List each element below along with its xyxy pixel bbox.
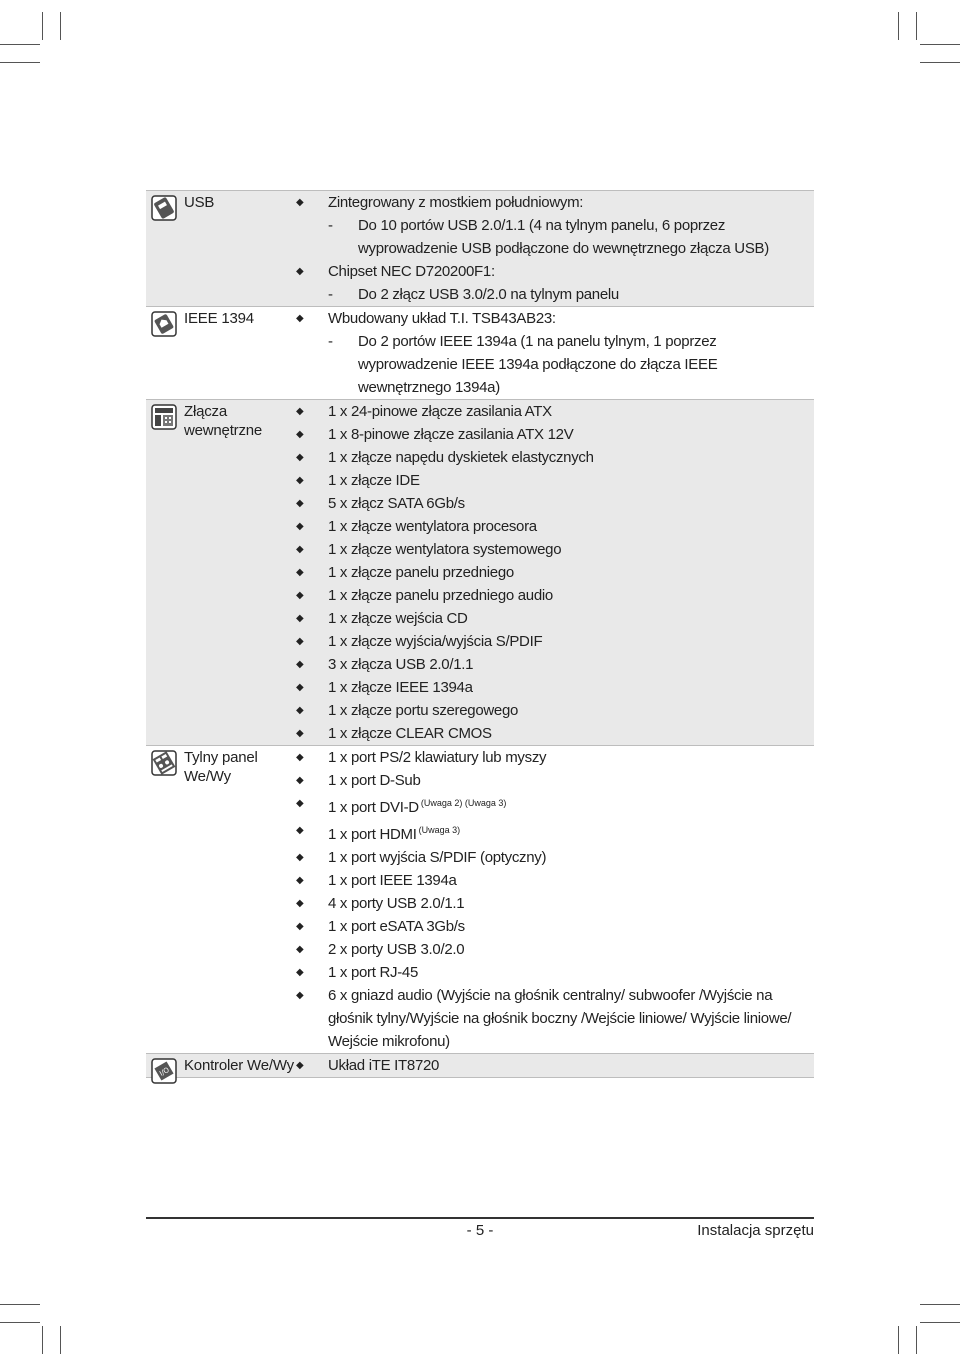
crop-mark (0, 1322, 40, 1323)
crop-mark (0, 1304, 40, 1305)
item-text: 1 x port HDMI (328, 826, 417, 843)
page-number: - 5 - (466, 1222, 494, 1239)
item-text: 1 x 24-pinowe złącze zasilania ATX (328, 403, 552, 420)
item-text: 1 x 8-pinowe złącze zasilania ATX 12V (328, 426, 574, 443)
item-text-wrap (328, 423, 814, 446)
item-text-wrap (328, 446, 814, 469)
spec-item (288, 584, 814, 607)
bullet-icon: ◆ (296, 775, 304, 786)
spec-item (288, 260, 814, 306)
crop-mark (0, 44, 40, 45)
item-text-wrap (328, 984, 814, 1053)
footer-rule (146, 1217, 814, 1219)
spec-item (288, 938, 814, 961)
spec-item (288, 1054, 814, 1077)
bullet-icon: ◆ (296, 313, 304, 324)
row-label: Tylny panel We/Wy (184, 749, 258, 785)
item-text: 1 x złącze panelu przedniego audio (328, 587, 553, 604)
item-text: 3 x złącza USB 2.0/1.1 (328, 656, 474, 673)
crop-mark (60, 12, 61, 40)
item-text-wrap (328, 260, 814, 283)
sub-item-text: Do 2 złącz USB 3.0/2.0 na tylnym panelu (358, 286, 619, 303)
item-text: 1 x port eSATA 3Gb/s (328, 918, 465, 935)
spec-item (288, 722, 814, 745)
spec-item (288, 676, 814, 699)
ieee1394-icon (150, 310, 178, 338)
item-text-wrap (328, 584, 814, 607)
bullet-icon: ◆ (296, 521, 304, 532)
item-text: 1 x złącze wentylatora systemowego (328, 541, 562, 558)
item-text: 1 x port D-Sub (328, 772, 421, 789)
io-controller-icon (150, 1057, 178, 1085)
spec-table (146, 190, 814, 1078)
spec-item (288, 469, 814, 492)
item-text-wrap (328, 191, 814, 214)
item-text-wrap (328, 869, 814, 892)
spec-items (288, 1054, 814, 1077)
rear-panel-icon (150, 749, 178, 777)
item-text-wrap (328, 722, 814, 745)
spec-item (288, 915, 814, 938)
bullet-icon: ◆ (296, 266, 304, 277)
row-label: Złącza wewnętrzne (184, 403, 263, 439)
item-text-wrap (328, 630, 814, 653)
item-text-wrap (328, 746, 814, 769)
bullet-icon: ◆ (296, 944, 304, 955)
section-name: Instalacja sprzętu (697, 1222, 814, 1239)
spec-item (288, 819, 814, 846)
item-text-wrap (328, 769, 814, 792)
bullet-icon: ◆ (296, 752, 304, 763)
bullet-icon: ◆ (296, 825, 304, 836)
spec-items (288, 307, 814, 399)
crop-mark (920, 62, 960, 63)
spec-row (146, 1054, 814, 1078)
item-text-wrap (328, 515, 814, 538)
item-text-wrap (328, 961, 814, 984)
spec-item (288, 630, 814, 653)
spec-item (288, 699, 814, 722)
spec-item (288, 191, 814, 260)
bullet-icon: ◆ (296, 498, 304, 509)
item-text: 1 x port IEEE 1394a (328, 872, 457, 889)
spec-item (288, 792, 814, 819)
dash-marker: - (328, 217, 333, 234)
item-text-wrap (328, 892, 814, 915)
bullet-icon: ◆ (296, 921, 304, 932)
svg-text:I/O: I/O (158, 1065, 171, 1078)
spec-item (288, 653, 814, 676)
sub-item-text: Do 10 portów USB 2.0/1.1 (4 na tylnym panelu, 6 poprzez wyprowadzenie USB podłączone do wewnętrznego złącza USB) (358, 217, 769, 257)
item-text-wrap (328, 469, 814, 492)
bullet-icon: ◆ (296, 659, 304, 670)
crop-mark (898, 12, 899, 40)
item-text-wrap (328, 819, 814, 846)
item-text-wrap (328, 699, 814, 722)
item-text: 6 x gniazd audio (Wyjście na głośnik centralny/ subwoofer /Wyjście na głośnik tylny/Wyjście na głośnik boczny /Wejście liniowe/ Wyjście liniowe/ Wejście mikrofonu) (328, 987, 792, 1050)
bullet-icon: ◆ (296, 452, 304, 463)
spec-item (288, 515, 814, 538)
item-text-wrap (328, 676, 814, 699)
bullet-icon: ◆ (296, 990, 304, 1001)
crop-mark (42, 12, 43, 40)
crop-mark (60, 1326, 61, 1354)
crop-mark (916, 1326, 917, 1354)
spec-item (288, 423, 814, 446)
spec-items (288, 191, 814, 306)
item-text: Układ iTE IT8720 (328, 1057, 440, 1074)
spec-item (288, 769, 814, 792)
crop-mark (898, 1326, 899, 1354)
row-label: Kontroler We/Wy (184, 1057, 294, 1074)
spec-row (146, 191, 814, 307)
item-text-wrap (328, 400, 814, 423)
item-text: 1 x złącze portu szeregowego (328, 702, 519, 719)
crop-mark (42, 1326, 43, 1354)
usb-icon (150, 194, 178, 222)
item-text: 1 x port RJ-45 (328, 964, 419, 981)
bullet-icon: ◆ (296, 798, 304, 809)
bullet-icon: ◆ (296, 705, 304, 716)
item-text-wrap (328, 1054, 814, 1077)
crop-mark (916, 12, 917, 40)
spec-row (146, 400, 814, 746)
bullet-icon: ◆ (296, 567, 304, 578)
bullet-icon: ◆ (296, 406, 304, 417)
item-text: 2 x porty USB 3.0/2.0 (328, 941, 465, 958)
spec-item (288, 869, 814, 892)
bullet-icon: ◆ (296, 728, 304, 739)
item-text: Zintegrowany z mostkiem południowym: (328, 194, 584, 211)
item-text: 1 x port wyjścia S/PDIF (optyczny) (328, 849, 547, 866)
internal-connectors-icon (150, 403, 178, 431)
item-text: 1 x złącze IDE (328, 472, 420, 489)
spec-item (288, 961, 814, 984)
spec-row (146, 307, 814, 400)
item-text: 1 x złącze panelu przedniego (328, 564, 514, 581)
spec-item (288, 561, 814, 584)
bullet-icon: ◆ (296, 898, 304, 909)
crop-mark (0, 62, 40, 63)
item-text-wrap (328, 492, 814, 515)
item-text: 1 x złącze wyjścia/wyjścia S/PDIF (328, 633, 543, 650)
dash-marker: - (328, 333, 333, 350)
sub-item-text: Do 2 portów IEEE 1394a (1 na panelu tylnym, 1 poprzez wyprowadzenie IEEE 1394a podłączone do złącza IEEE wewnętrznego 1394a) (358, 333, 718, 396)
bullet-icon: ◆ (296, 967, 304, 978)
item-text-wrap (328, 607, 814, 630)
spec-item (288, 892, 814, 915)
item-text: Wbudowany układ T.I. TSB43AB23: (328, 310, 556, 327)
item-text-wrap (328, 653, 814, 676)
spec-item (288, 984, 814, 1053)
item-text: 1 x złącze wentylatora procesora (328, 518, 537, 535)
item-text-wrap (328, 307, 814, 330)
item-text-wrap (328, 846, 814, 869)
spec-item (288, 746, 814, 769)
bullet-icon: ◆ (296, 875, 304, 886)
spec-item (288, 307, 814, 399)
item-text: 1 x port PS/2 klawiatury lub myszy (328, 749, 547, 766)
item-text: 1 x złącze CLEAR CMOS (328, 725, 492, 742)
item-text: 1 x złącze napędu dyskietek elastycznych (328, 449, 594, 466)
spec-item (288, 538, 814, 561)
bullet-icon: ◆ (296, 1060, 304, 1071)
item-text-wrap (328, 938, 814, 961)
spec-item (288, 492, 814, 515)
item-text-wrap (328, 538, 814, 561)
crop-mark (920, 1304, 960, 1305)
spec-item (288, 607, 814, 630)
row-label: USB (184, 194, 215, 211)
bullet-icon: ◆ (296, 197, 304, 208)
spec-items (288, 746, 814, 1053)
bullet-icon: ◆ (296, 636, 304, 647)
item-text: 5 x złącz SATA 6Gb/s (328, 495, 465, 512)
spec-item (288, 446, 814, 469)
bullet-icon: ◆ (296, 682, 304, 693)
item-text: 1 x złącze IEEE 1394a (328, 679, 473, 696)
bullet-icon: ◆ (296, 429, 304, 440)
item-text-wrap (328, 915, 814, 938)
spec-items (288, 400, 814, 745)
bullet-icon: ◆ (296, 613, 304, 624)
item-text-wrap (328, 792, 814, 819)
item-text: 1 x złącze wejścia CD (328, 610, 468, 627)
bullet-icon: ◆ (296, 544, 304, 555)
crop-mark (920, 1322, 960, 1323)
bullet-icon: ◆ (296, 475, 304, 486)
item-text-wrap (328, 561, 814, 584)
spec-item (288, 400, 814, 423)
dash-marker: - (328, 286, 333, 303)
bullet-icon: ◆ (296, 590, 304, 601)
spec-item (288, 846, 814, 869)
bullet-icon: ◆ (296, 852, 304, 863)
item-text: Chipset NEC D720200F1: (328, 263, 495, 280)
item-note: (Uwaga 2) (Uwaga 3) (420, 798, 507, 808)
crop-mark (920, 44, 960, 45)
item-note: (Uwaga 3) (418, 825, 461, 835)
spec-row (146, 746, 814, 1054)
item-text: 4 x porty USB 2.0/1.1 (328, 895, 465, 912)
item-text: 1 x port DVI-D (328, 799, 419, 816)
row-label: IEEE 1394 (184, 310, 254, 327)
